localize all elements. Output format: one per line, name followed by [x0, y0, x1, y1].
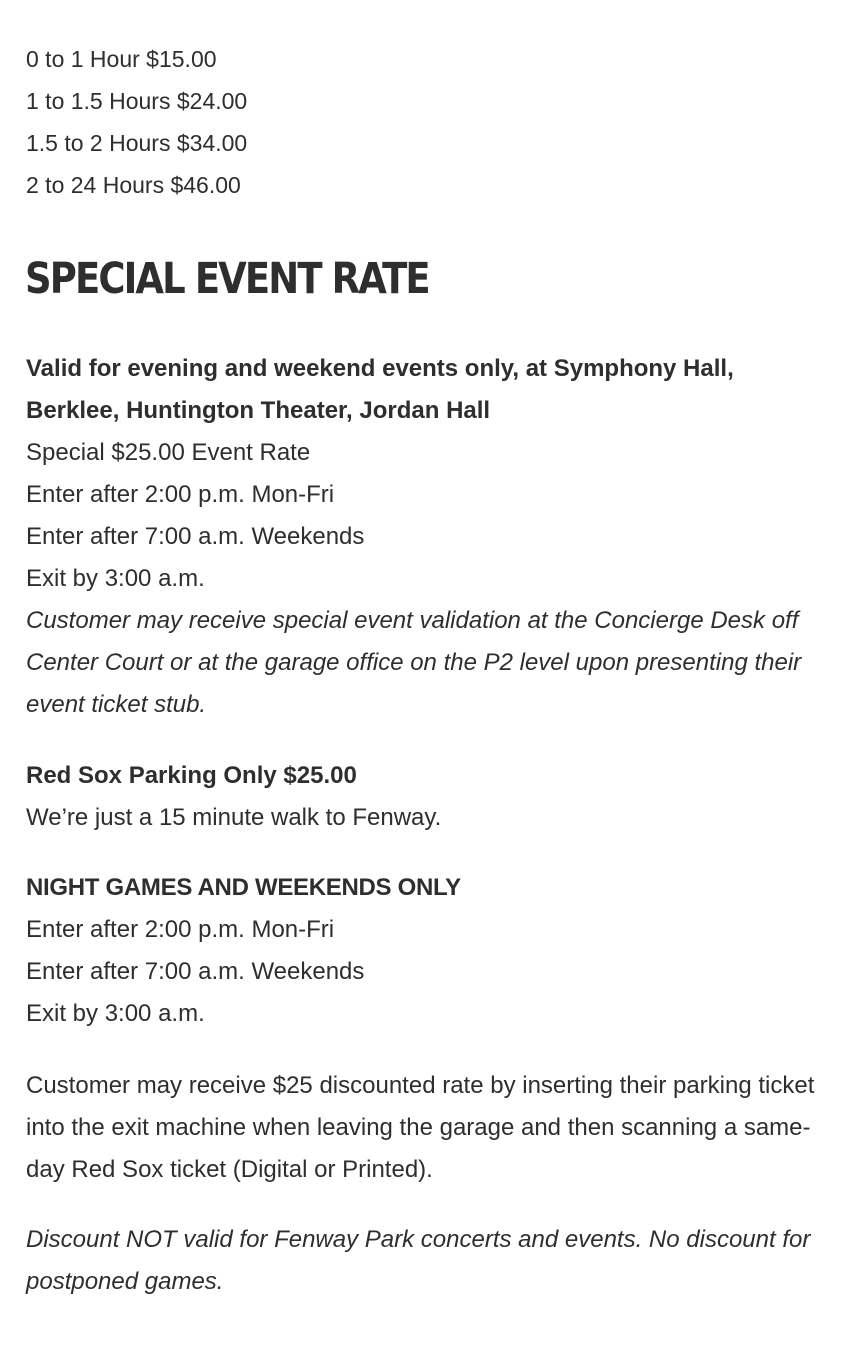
rate-item: 2 to 24 Hours $46.00	[26, 172, 241, 198]
special-event-enter-weekend: Enter after 7:00 a.m. Weekends	[26, 523, 365, 550]
night-games-exit: Exit by 3:00 a.m.	[26, 1000, 205, 1027]
red-sox-section	[26, 755, 826, 839]
night-games-heading: NIGHT GAMES AND WEEKENDS ONLY	[26, 874, 461, 901]
rate-item: 0 to 1 Hour $15.00	[26, 46, 217, 72]
special-event-enter-weekday: Enter after 2:00 p.m. Mon-Fri	[26, 481, 335, 508]
special-event-exit: Exit by 3:00 a.m.	[26, 565, 205, 592]
customer-discount-text: Customer may receive $25 discounted rate by inserting their parking ticket into the exit machine when leaving the garage and then scanning a same-day Red Sox ticket (Digital or Printed).	[26, 1072, 815, 1183]
red-sox-heading: Red Sox Parking Only $25.00	[26, 762, 357, 789]
night-games-enter-weekend: Enter after 7:00 a.m. Weekends	[26, 958, 365, 985]
special-event-note: Customer may receive special event validation at the Concierge Desk off Center Court or at the garage office on the P2 level upon presenting their event ticket stub.	[26, 607, 802, 718]
red-sox-walk-text: We’re just a 15 minute walk to Fenway.	[26, 804, 442, 831]
rate-item: 1.5 to 2 Hours $34.00	[26, 130, 248, 156]
discount-disclaimer-section	[26, 1219, 826, 1303]
night-games-section	[26, 867, 826, 1035]
rate-item: 1 to 1.5 Hours $24.00	[26, 88, 248, 114]
special-event-section	[26, 348, 826, 726]
night-games-enter-weekday: Enter after 2:00 p.m. Mon-Fri	[26, 916, 335, 943]
discount-disclaimer-text: Discount NOT valid for Fenway Park concerts and events. No discount for postponed games.	[26, 1226, 811, 1295]
hourly-rates-list	[26, 38, 247, 206]
special-event-validity: Valid for evening and weekend events only, at Symphony Hall, Berklee, Huntington Theater, Jordan Hall	[26, 355, 734, 424]
customer-discount-section	[26, 1065, 826, 1191]
special-event-heading: SPECIAL EVENT RATE	[25, 254, 429, 304]
special-event-rate: Special $25.00 Event Rate	[26, 439, 311, 466]
